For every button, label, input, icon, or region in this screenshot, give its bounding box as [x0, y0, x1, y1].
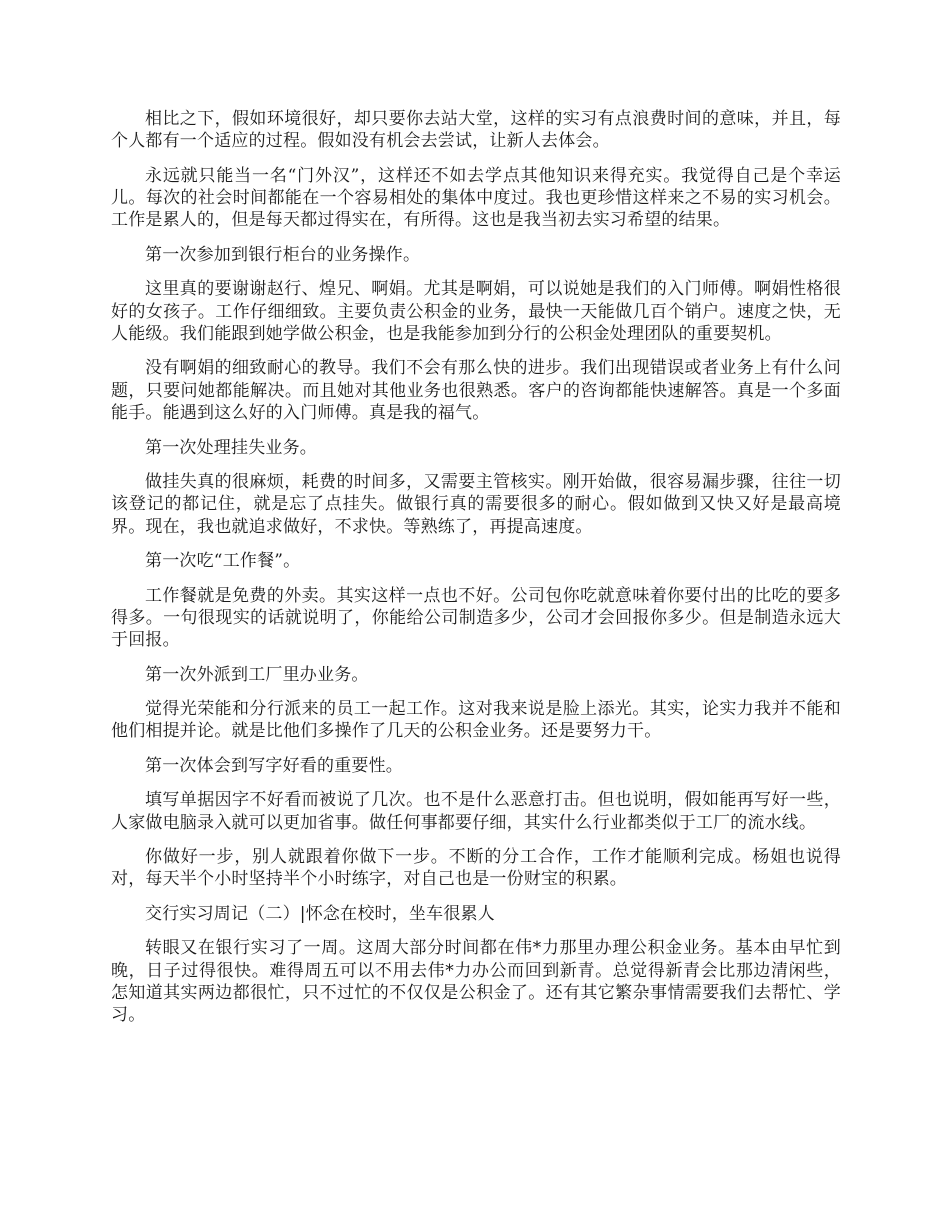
paragraph-2: 永远就只能当一名“门外汉”，这样还不如去学点其他知识来得充实。我觉得自己是个幸运儿。每次的社会时间都能在一个容易相处的集体中度过。我也更珍惜这样来之不易的实习机会。工作是累人的，但是每天都过得实在，有所得。这也是我当初去实习希望的结果。 — [111, 165, 841, 231]
section-line-5: 第一次体会到写字好看的重要性。 — [145, 755, 403, 776]
paragraph-6: 工作餐就是免费的外卖。其实这样一点也不好。公司包你吃就意味着你要付出的比吃的要多得多。一句很现实的话就说明了，你能给公司制造多少，公司才会回报你多少。但是制造永远大于回报。 — [111, 585, 841, 651]
paragraph-7: 觉得光荣能和分行派来的员工一起工作。这对我来说是脸上添光。其实，论实力我并不能和他们相提并论。就是比他们多操作了几天的公积金业务。还是要努力干。 — [111, 699, 841, 742]
paragraph-9: 你做好一步，别人就跟着你做下一步。不断的分工合作，工作才能顺利完成。杨姐也说得对，每天半个小时坚持半个小时练字，对自己也是一份财宝的积累。 — [111, 847, 841, 890]
paragraph-5: 做挂失真的很麻烦，耗费的时间多，又需要主管核实。刚开始做，很容易漏步骤，往往一切该登记的都记住，就是忘了点挂失。做银行真的需要很多的耐心。假如做到又快又好是最高境界。现在，我也就追求做好，不求快。等熟练了，再提高速度。 — [111, 471, 841, 537]
paragraph-3: 这里真的要谢谢赵行、煌兄、啊娟。尤其是啊娟，可以说她是我们的入门师傅。啊娟性格很好的女孩子。工作仔细细致。主要负责公积金的业务，最快一天能做几百个销户。速度之快，无人能级。我们能跟到她学做公积金，也是我能参加到分行的公积金处理团队的重要契机。 — [111, 279, 841, 344]
section-line-1: 第一次参加到银行柜台的业务操作。 — [145, 244, 421, 265]
paragraph-8: 填写单据因字不好看而被说了几次。也不是什么恶意打击。但也说明，假如能再写好一些，人家做电脑录入就可以更加省事。做任何事都要仔细，其实什么行业都类似于工厂的流水线。 — [111, 790, 841, 833]
section-line-4: 第一次外派到工厂里办业务。 — [145, 664, 369, 685]
section-line-3: 第一次吃“工作餐”。 — [145, 551, 301, 572]
paragraph-10: 转眼又在银行实习了一周。这周大部分时间都在伟*力那里办理公积金业务。基本由早忙到晚，日子过得很快。难得周五可以不用去伟*力办公而回到新青。总觉得新青会比那边清闲些，怎知道其实两边都很忙，只不过忙的不仅仅是公积金了。还有其它繁杂事情需要我们去帮忙、学习。 — [111, 938, 841, 1026]
section-title-weekly-2: 交行实习周记（二）|怀念在校时，坐车很累人 — [145, 903, 495, 924]
paragraph-1: 相比之下，假如环境很好，却只要你去站大堂，这样的实习有点浪费时间的意味，并且，每个人都有一个适应的过程。假如没有机会去尝试，让新人去体会。 — [111, 109, 841, 152]
paragraph-4: 没有啊娟的细致耐心的教导。我们不会有那么快的进步。我们出现错误或者业务上有什么问题，只要问她都能解决。而且她对其他业务也很熟悉。客户的咨询都能快速解答。真是一个多面能手。能遇到这么好的入门师傅。真是我的福气。 — [111, 358, 841, 424]
document-page — [111, 108, 841, 1039]
section-line-2: 第一次处理挂失业务。 — [145, 437, 317, 458]
